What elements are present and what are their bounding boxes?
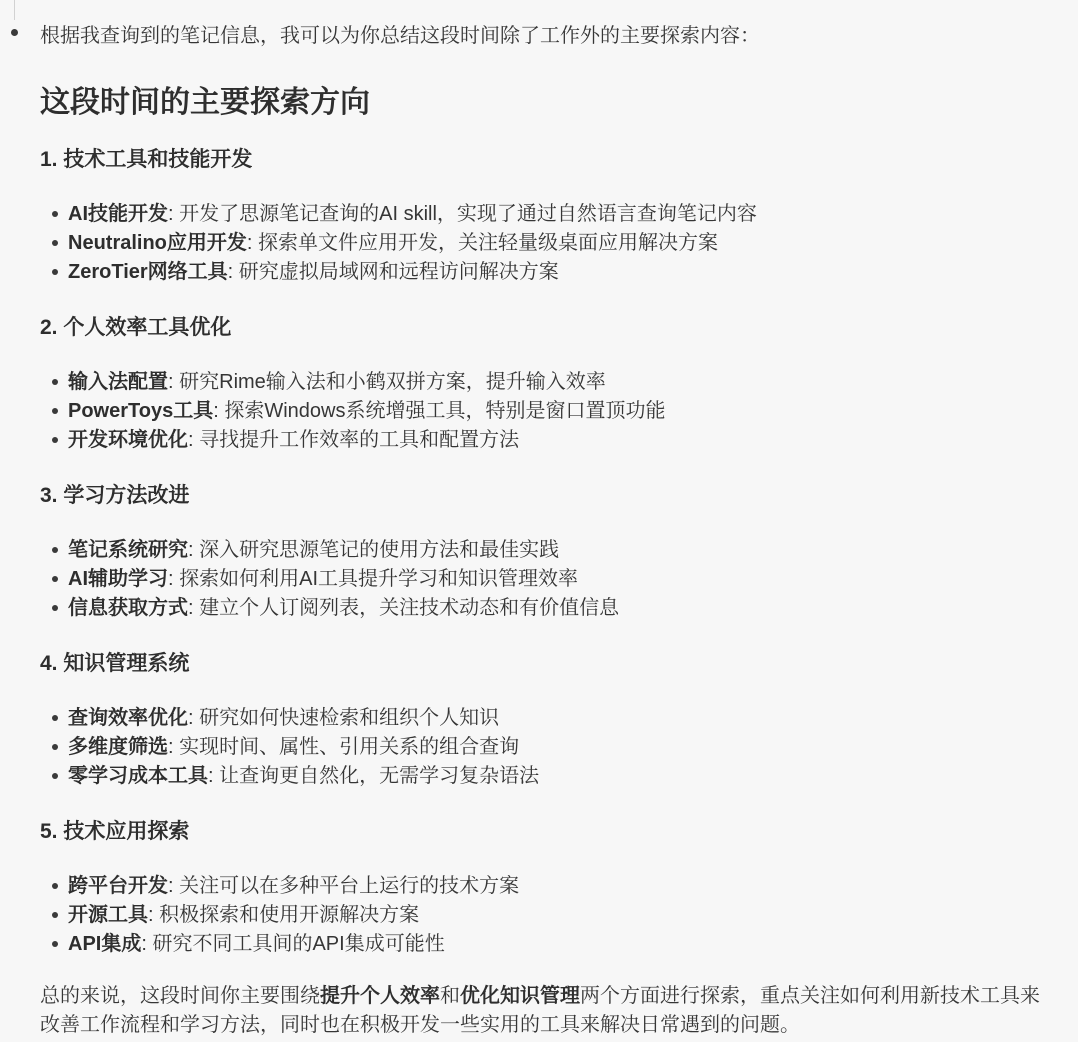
list-item	[40, 733, 1050, 762]
item-list	[40, 368, 1050, 455]
item-desc: 实现时间、属性、引用关系的组合查询	[179, 736, 520, 758]
section-efficiency-tools	[40, 314, 1050, 455]
item-separator: :	[188, 597, 200, 619]
item-desc: 探索Windows系统增强工具，特别是窗口置顶功能	[224, 400, 666, 422]
list-item	[40, 200, 1050, 229]
list-item	[40, 565, 1050, 594]
intro-paragraph: 根据我查询到的笔记信息，我可以为你总结这段时间除了工作外的主要探索内容：	[40, 25, 760, 47]
item-term: Neutralino应用开发	[68, 232, 247, 254]
section-learning-methods	[40, 482, 1050, 623]
item-separator: :	[188, 429, 200, 451]
item-term: AI技能开发	[68, 203, 168, 225]
item-list	[40, 200, 1050, 287]
closing-bold-efficiency: 提升个人效率	[320, 985, 440, 1007]
section-heading: 2. 个人效率工具优化	[40, 316, 232, 339]
closing-text: 总的来说，这段时间你主要围绕	[40, 985, 320, 1007]
section-heading: 1. 技术工具和技能开发	[40, 148, 253, 171]
section-heading: 3. 学习方法改进	[40, 484, 190, 507]
section-heading: 5. 技术应用探索	[40, 820, 190, 843]
item-separator: :	[246, 232, 259, 254]
list-item	[40, 258, 1050, 287]
item-list	[40, 872, 1050, 959]
bullet-icon	[52, 437, 58, 443]
section-heading: 4. 知识管理系统	[40, 652, 190, 675]
item-term: 零学习成本工具	[68, 765, 208, 787]
closing-text: 两个方面进行探索，重点关注如何利用新技术工具来改善工作流程和学习方法，同时也在积极开发一些实用的工具来解决日常遇到的问题。	[40, 985, 1040, 1036]
closing-bold-knowledge: 优化知识管理	[460, 985, 580, 1007]
bullet-icon	[52, 408, 58, 414]
item-separator: :	[188, 707, 200, 729]
bullet-icon	[52, 744, 58, 750]
item-list	[40, 704, 1050, 791]
list-item	[40, 594, 1050, 623]
section-knowledge-management	[40, 650, 1050, 791]
list-item	[40, 930, 1050, 959]
item-term: 开发环境优化	[68, 429, 188, 451]
item-term: AI辅助学习	[68, 568, 168, 590]
item-term: 跨平台开发	[68, 875, 168, 897]
item-separator: :	[168, 203, 180, 225]
item-desc: 关注可以在多种平台上运行的技术方案	[179, 875, 520, 897]
item-separator: :	[168, 875, 180, 897]
item-separator: :	[208, 765, 220, 787]
bullet-icon	[52, 547, 58, 553]
list-item	[40, 901, 1050, 930]
item-term: ZeroTier网络工具	[68, 261, 228, 283]
item-term: 多维度筛选	[68, 736, 168, 758]
closing-paragraph	[40, 982, 1050, 1040]
bullet-icon	[52, 773, 58, 779]
list-item	[40, 536, 1050, 565]
list-item	[40, 229, 1050, 258]
item-desc: 寻找提升工作效率的工具和配置方法	[199, 429, 520, 451]
item-list	[40, 536, 1050, 623]
item-term: 开源工具	[68, 904, 148, 926]
item-desc: 建立个人订阅列表，关注技术动态和有价值信息	[199, 597, 620, 619]
item-separator: :	[148, 904, 160, 926]
item-desc: 探索如何利用AI工具提升学习和知识管理效率	[179, 568, 579, 590]
item-term: 输入法配置	[68, 371, 168, 393]
list-item	[40, 762, 1050, 791]
item-term: 查询效率优化	[68, 707, 188, 729]
list-item	[40, 368, 1050, 397]
list-item	[40, 872, 1050, 901]
section-tech-applications	[40, 818, 1050, 959]
page-title: 这段时间的主要探索方向	[40, 86, 370, 119]
item-separator: :	[188, 539, 200, 561]
bullet-icon	[52, 379, 58, 385]
bullet-icon	[52, 715, 58, 721]
item-separator: :	[168, 736, 180, 758]
list-bullet-icon	[11, 29, 18, 36]
list-thread-line	[14, 0, 15, 20]
item-desc: 深入研究思源笔记的使用方法和最佳实践	[199, 539, 560, 561]
item-desc: 积极探索和使用开源解决方案	[159, 904, 420, 926]
item-term: PowerToys工具	[68, 400, 214, 422]
list-item	[40, 426, 1050, 455]
item-desc: 探索单文件应用开发，关注轻量级桌面应用解决方案	[258, 232, 719, 254]
bullet-icon	[52, 883, 58, 889]
list-item	[40, 397, 1050, 426]
bullet-icon	[52, 912, 58, 918]
item-term: 信息获取方式	[68, 597, 188, 619]
item-term: 笔记系统研究	[68, 539, 188, 561]
bullet-icon	[52, 240, 58, 246]
item-desc: 研究Rime输入法和小鹤双拼方案，提升输入效率	[179, 371, 606, 393]
item-separator: :	[213, 400, 225, 422]
item-separator: :	[227, 261, 239, 283]
bullet-icon	[52, 269, 58, 275]
bullet-icon	[52, 211, 58, 217]
closing-text: 和	[440, 985, 460, 1007]
item-term: API集成	[68, 933, 142, 955]
item-desc: 研究如何快速检索和组织个人知识	[199, 707, 500, 729]
item-separator: :	[168, 568, 180, 590]
item-desc: 研究不同工具间的API集成可能性	[152, 933, 445, 955]
bullet-icon	[52, 941, 58, 947]
list-item	[40, 704, 1050, 733]
bullet-icon	[52, 576, 58, 582]
item-separator: :	[141, 933, 153, 955]
item-separator: :	[168, 371, 180, 393]
item-desc: 让查询更自然化，无需学习复杂语法	[219, 765, 540, 787]
item-desc: 开发了思源笔记查询的AI skill，实现了通过自然语言查询笔记内容	[179, 203, 757, 225]
section-tech-tools	[40, 146, 1050, 287]
bullet-icon	[52, 605, 58, 611]
item-desc: 研究虚拟局域网和远程访问解决方案	[238, 261, 559, 283]
